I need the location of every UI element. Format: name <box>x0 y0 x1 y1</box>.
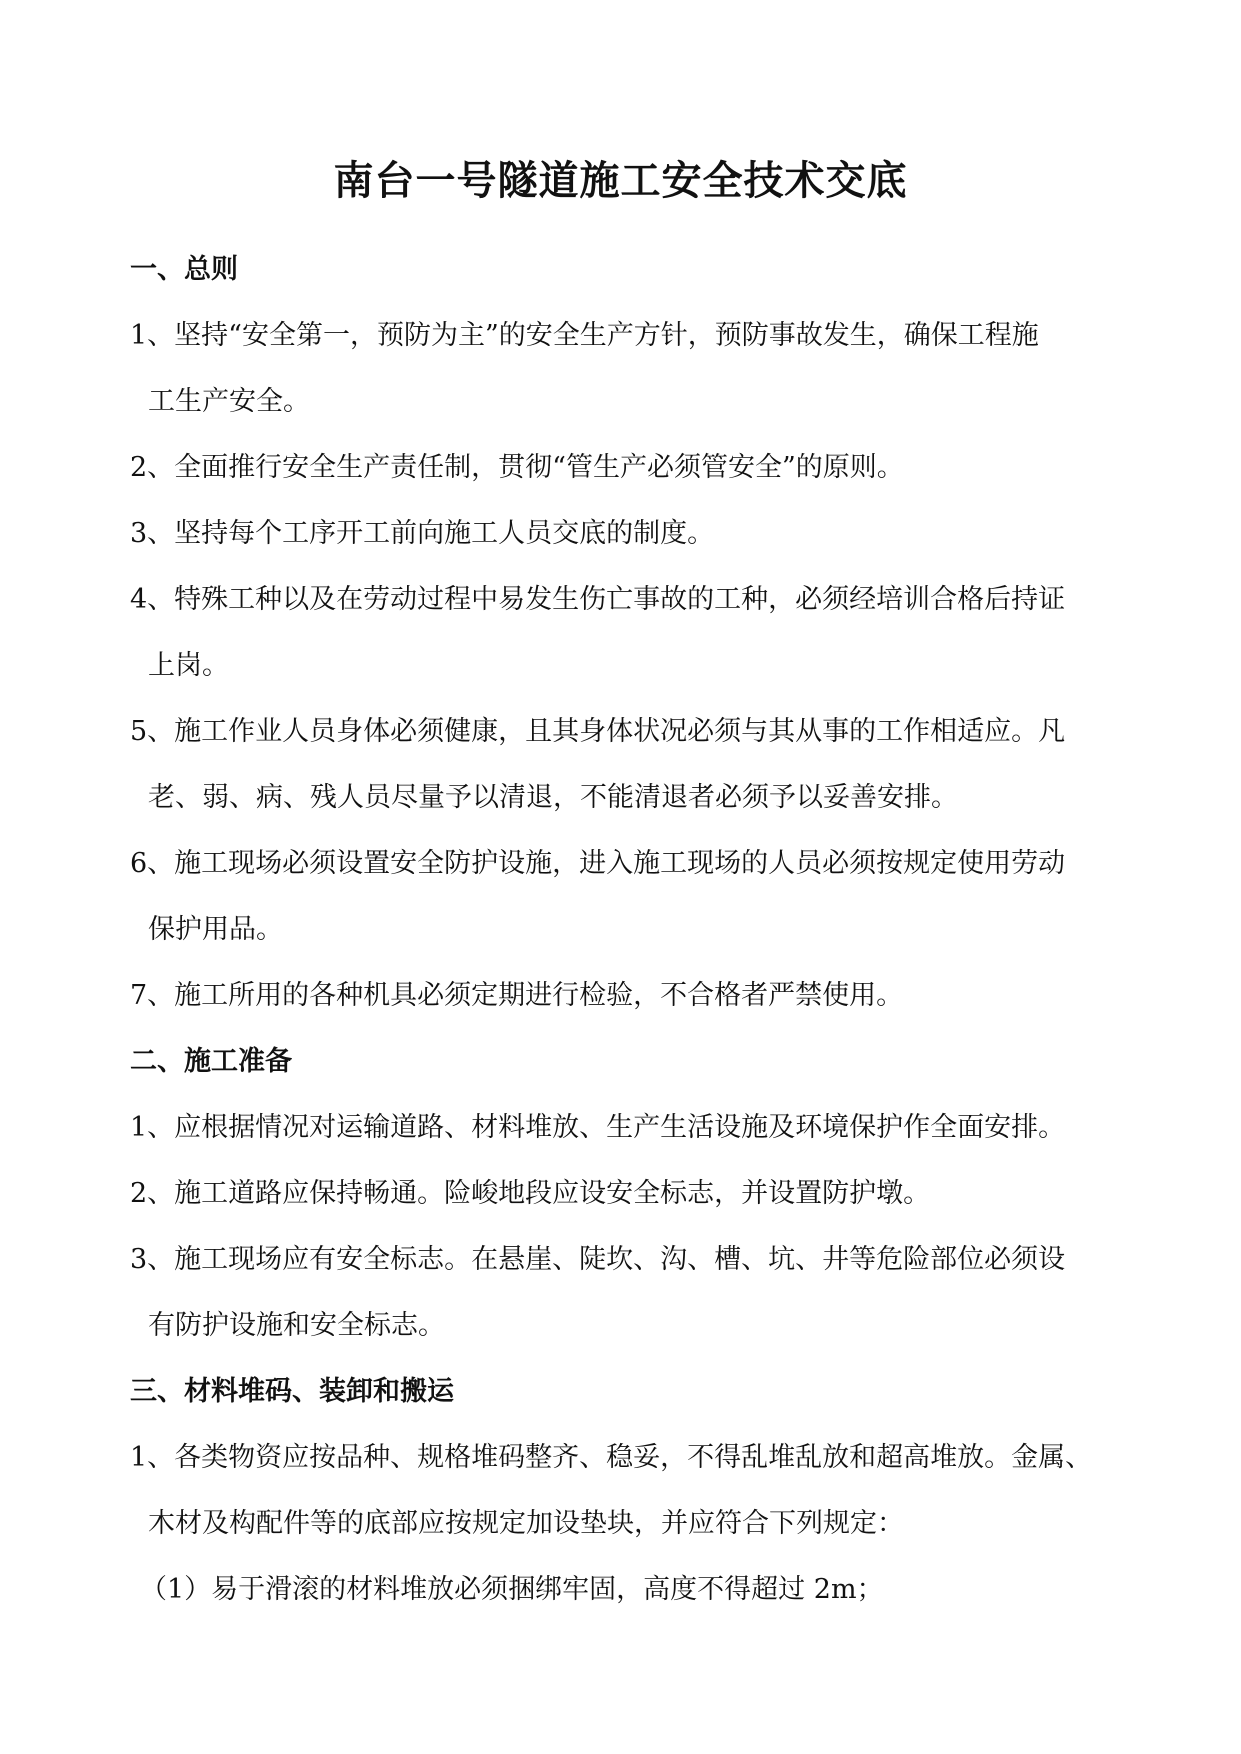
item-line: 工生产安全。 <box>148 386 310 417</box>
item-line: 1、坚持“安全第一，预防为主”的安全生产方针，预防事故发生，确保工程施 <box>130 320 1039 351</box>
item-line: （1）易于滑滚的材料堆放必须捆绑牢固，高度不得超过 2m； <box>140 1574 884 1605</box>
list-item <box>130 514 1140 580</box>
list-item <box>130 1240 1140 1372</box>
item-line: 2、全面推行安全生产责任制，贯彻“管生产必须管安全”的原则。 <box>130 452 904 483</box>
document-title: 南台一号隧道施工安全技术交底 <box>333 157 908 204</box>
item-line: 1、应根据情况对运输道路、材料堆放、生产生活设施及环境保护作全面安排。 <box>130 1112 1066 1143</box>
item-line: 3、施工现场应有安全标志。在悬崖、陡坎、沟、槽、坑、井等危险部位必须设 <box>130 1244 1066 1275</box>
item-line: 木材及构配件等的底部应按规定加设垫块，并应符合下列规定： <box>148 1508 904 1539</box>
document-body <box>130 250 1140 1636</box>
item-line: 老、弱、病、残人员尽量予以清退，不能清退者必须予以妥善安排。 <box>148 782 958 813</box>
item-line: 1、各类物资应按品种、规格堆码整齐、稳妥，不得乱堆乱放和超高堆放。金属、 <box>130 1442 1093 1473</box>
list-item <box>130 1108 1140 1174</box>
list-item <box>130 712 1140 844</box>
list-item <box>130 1174 1140 1240</box>
list-item <box>130 316 1140 448</box>
list-item <box>130 1570 1140 1636</box>
section-heading: 二、施工准备 <box>130 1046 292 1077</box>
item-line: 6、施工现场必须设置安全防护设施，进入施工现场的人员必须按规定使用劳动 <box>130 848 1066 879</box>
item-line: 2、施工道路应保持畅通。险峻地段应设安全标志，并设置防护墩。 <box>130 1178 931 1209</box>
list-item <box>130 976 1140 1042</box>
list-item <box>130 448 1140 514</box>
item-line: 上岗。 <box>148 650 229 681</box>
list-item <box>130 844 1140 976</box>
section-heading: 三、材料堆码、装卸和搬运 <box>130 1376 454 1407</box>
item-line: 4、特殊工种以及在劳动过程中易发生伤亡事故的工种，必须经培训合格后持证 <box>130 584 1066 615</box>
item-line: 7、施工所用的各种机具必须定期进行检验，不合格者严禁使用。 <box>130 980 904 1011</box>
item-line: 5、施工作业人员身体必须健康，且其身体状况必须与其从事的工作相适应。凡 <box>130 716 1066 747</box>
item-line: 保护用品。 <box>148 914 283 945</box>
section-heading: 一、总则 <box>130 254 238 285</box>
item-line: 有防护设施和安全标志。 <box>148 1310 445 1341</box>
list-item <box>130 1438 1140 1570</box>
list-item <box>130 580 1140 712</box>
item-line: 3、坚持每个工序开工前向施工人员交底的制度。 <box>130 518 715 549</box>
